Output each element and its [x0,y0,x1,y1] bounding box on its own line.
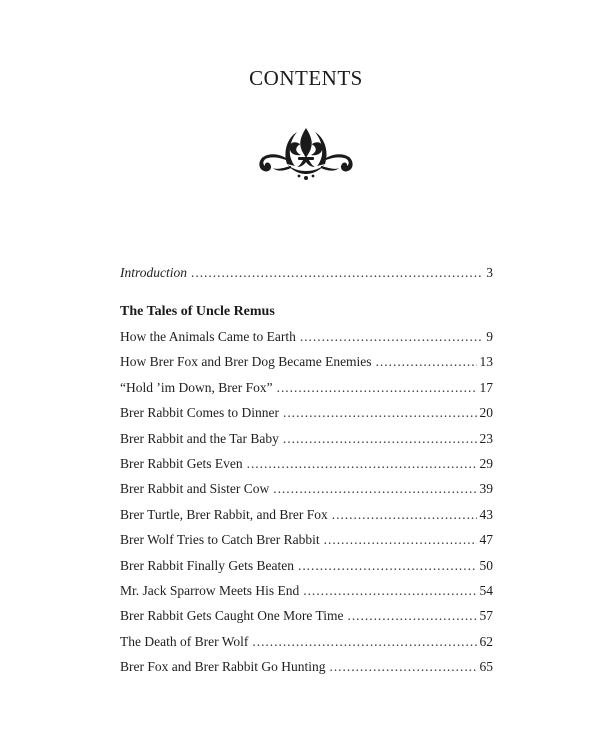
toc-entry-page: 23 [479,431,493,446]
toc-entry-page: 62 [479,634,493,649]
toc-entry-page: 13 [479,354,493,369]
toc-entry-label: Brer Rabbit Gets Caught One More Time [120,608,344,623]
toc-entry-page: 43 [479,507,493,522]
toc-entry[interactable] [120,454,493,474]
toc-entry-label: “Hold ’im Down, Brer Fox” [120,380,273,395]
toc-entry-page: 65 [479,659,493,674]
dot-leader [298,556,477,576]
toc-entry-label: Introduction [120,265,187,280]
toc-entry-page: 39 [479,481,493,496]
toc-entry-page: 20 [479,405,493,420]
dot-leader [247,454,477,474]
dot-leader [347,606,476,626]
dot-leader [283,429,477,449]
dot-leader [283,403,477,423]
toc-entry-page: 47 [479,532,493,547]
toc-entry[interactable] [120,505,493,525]
toc-entry-label: How the Animals Came to Earth [120,329,296,344]
toc-entry[interactable] [120,327,493,347]
toc-entry-page: 9 [486,329,493,344]
dot-leader [191,263,483,283]
toc-entry-page: 50 [479,558,493,573]
toc-entry-label: How Brer Fox and Brer Dog Became Enemies [120,354,372,369]
toc-entry-label: Mr. Jack Sparrow Meets His End [120,583,300,598]
dot-leader [329,657,476,677]
toc-entry-label: Brer Rabbit Comes to Dinner [120,405,279,420]
toc-entry-page: 57 [479,608,493,623]
toc-entry[interactable] [120,403,493,423]
toc-entry-page: 54 [479,583,493,598]
toc-entry[interactable] [120,657,493,677]
dot-leader [332,505,477,525]
toc-entry-label: The Death of Brer Wolf [120,634,249,649]
toc-entry[interactable] [120,479,493,499]
dot-leader [324,530,477,550]
toc-entry-label: Brer Rabbit and Sister Cow [120,481,270,496]
dot-leader [376,352,477,372]
toc-entry-page: 3 [486,265,493,280]
toc-entry-label: Brer Fox and Brer Rabbit Go Hunting [120,659,326,674]
toc-entry[interactable] [120,429,493,449]
toc-entry-page: 17 [479,380,493,395]
dot-leader [277,378,477,398]
toc-entry-label: Brer Turtle, Brer Rabbit, and Brer Fox [120,507,328,522]
toc-entry[interactable] [120,581,493,601]
dot-leader [252,632,476,652]
toc-entry-label: Brer Rabbit Gets Even [120,456,243,471]
page-title: CONTENTS [249,66,363,90]
toc-entry[interactable] [120,352,493,372]
fleur-de-lis-ornament-icon [257,124,355,182]
toc-entry[interactable] [120,606,493,626]
toc-entry-label: Brer Rabbit and the Tar Baby [120,431,279,446]
toc-entry[interactable] [120,632,493,652]
toc-entry-label: Brer Wolf Tries to Catch Brer Rabbit [120,532,320,547]
toc-entry[interactable] [120,378,493,398]
toc-entry-page: 29 [479,456,493,471]
toc-entry[interactable] [120,530,493,550]
dot-leader [303,581,476,601]
section-heading: The Tales of Uncle Remus [120,304,275,319]
toc-entry-introduction[interactable] [120,263,493,283]
dot-leader [300,327,483,347]
toc-entry[interactable] [120,556,493,576]
toc-entry-label: Brer Rabbit Finally Gets Beaten [120,558,294,573]
dot-leader [273,479,476,499]
